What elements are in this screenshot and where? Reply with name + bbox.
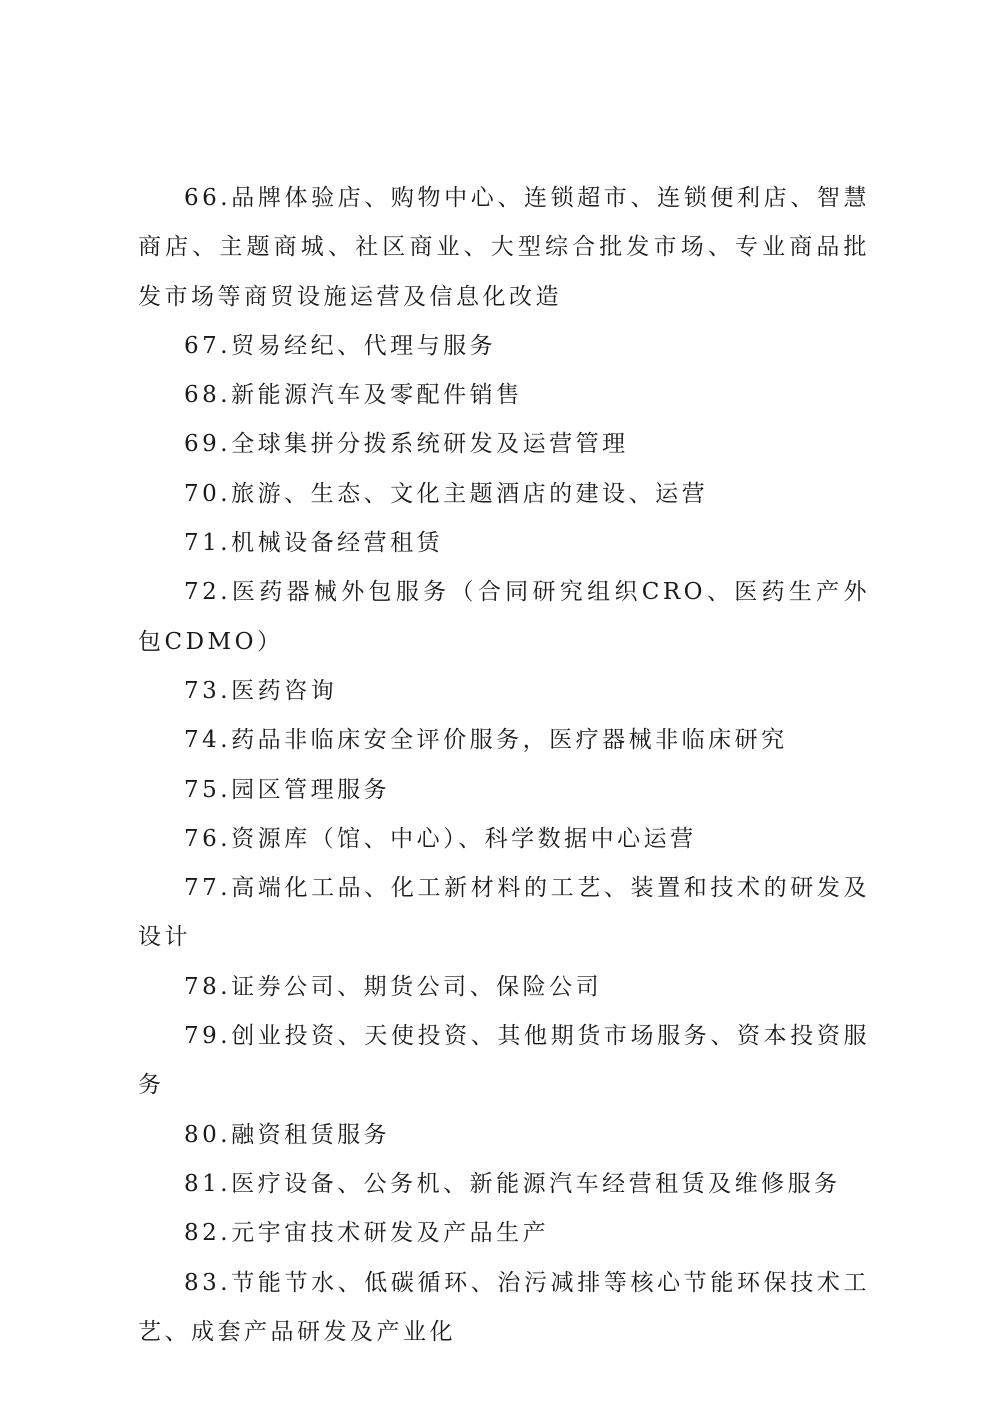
list-item-71: 71.机械设备经营租赁 xyxy=(184,530,444,557)
list-item-77: 77.高端化工品、化工新材料的工艺、装置和技术的研发及设计 xyxy=(138,875,870,951)
list-item-76: 76.资源库（馆、中心）、科学数据中心运营 xyxy=(184,825,697,852)
list-item-70: 70.旅游、生态、文化主题酒店的建设、运营 xyxy=(184,480,709,507)
list-item-66: 66.品牌体验店、购物中心、连锁超市、连锁便利店、智慧商店、主题商城、社区商业、大型综合批发市场、专业商品批发市场等商贸设施运营及信息化改造 xyxy=(138,185,870,310)
list-item-67: 67.贸易经纪、代理与服务 xyxy=(184,332,497,359)
list-item-69: 69.全球集拼分拨系统研发及运营管理 xyxy=(184,431,629,458)
list-item-83: 83.节能节水、低碳循环、治污减排等核心节能环保技术工艺、成套产品研发及产业化 xyxy=(138,1269,870,1345)
list-item-75: 75.园区管理服务 xyxy=(184,776,391,803)
list-item-72: 72.医药器械外包服务（合同研究组织CRO、医药生产外包CDMO） xyxy=(138,579,870,655)
list-item-68: 68.新能源汽车及零配件销售 xyxy=(184,382,523,409)
list-item-81: 81.医疗设备、公务机、新能源汽车经营租赁及维修服务 xyxy=(184,1170,841,1197)
list-item-74: 74.药品非临床安全评价服务，医疗器械非临床研究 xyxy=(184,727,788,754)
list-item-78: 78.证券公司、期货公司、保险公司 xyxy=(184,973,603,1000)
document-body xyxy=(138,174,870,1357)
list-item-73: 73.医药咨询 xyxy=(184,677,338,704)
list-item-79: 79.创业投资、天使投资、其他期货市场服务、资本投资服务 xyxy=(138,1023,870,1099)
list-item-82: 82.元宇宙技术研发及产品生产 xyxy=(184,1220,550,1247)
list-item-80: 80.融资租赁服务 xyxy=(184,1121,391,1148)
